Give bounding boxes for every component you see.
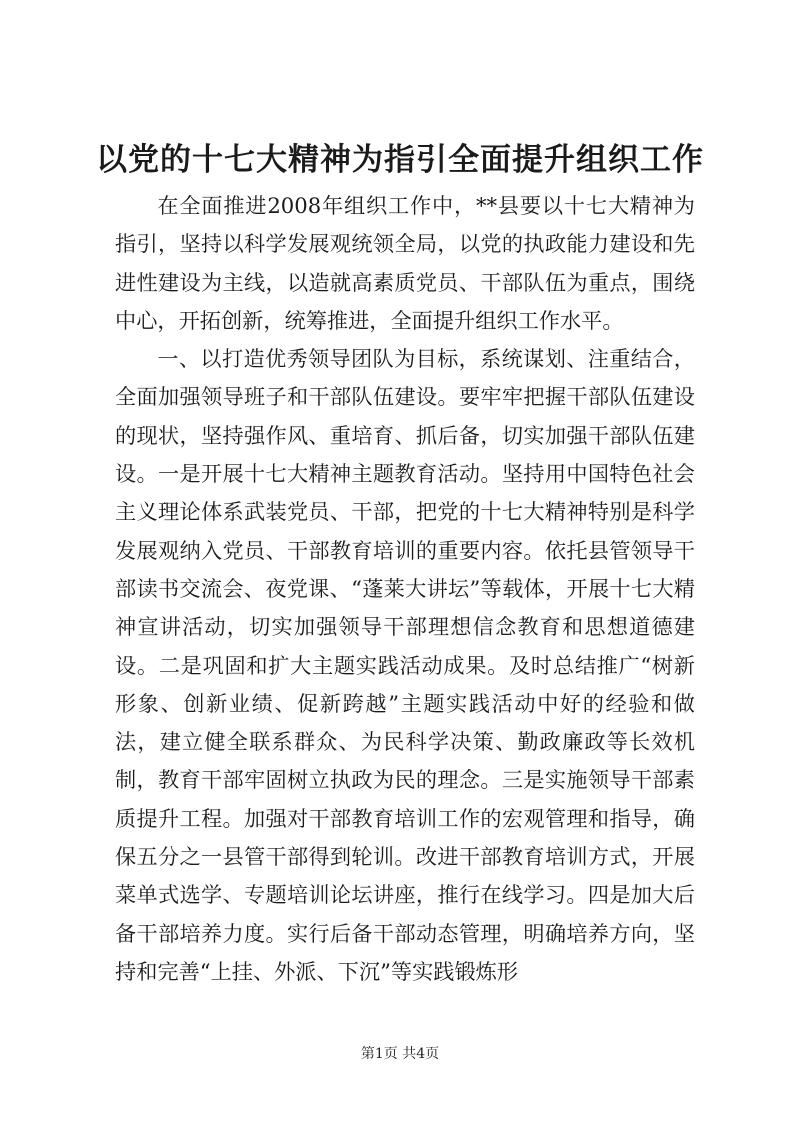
document-body: [115, 187, 695, 991]
paragraph-section-one: 一、以打造优秀领导团队为目标，系统谋划、注重结合，全面加强领导班子和干部队伍建设。要牢牢把握干部队伍建设的现状，坚持强作风、重培育、抓后备，切实加强干部队伍建设。一是开展十七大精神主题教育活动。坚持用中国特色社会主义理论体系武装党员、干部，把党的十七大精神特别是科学发展观纳入党员、干部教育培训的重要内容。依托县管领导干部读书交流会、夜党课、“蓬莱大讲坛”等载体，开展十七大精神宣讲活动，切实加强领导干部理想信念教育和思想道德建设。二是巩固和扩大主题实践活动成果。及时总结推广“树新形象、创新业绩、促新跨越”主题实践活动中好的经验和做法，建立健全联系群众、为民科学决策、勤政廉政等长效机制，教育干部牢固树立执政为民的理念。三是实施领导干部素质提升工程。加强对干部教育培训工作的宏观管理和指导，确保五分之一县管干部得到轮训。改进干部教育培训方式，开展菜单式选学、专题培训论坛讲座，推行在线学习。四是加大后备干部培养力度。实行后备干部动态管理，明确培养方向，坚持和完善“上挂、外派、下沉”等实践锻炼形: [115, 346, 695, 984]
paragraph-intro: 在全面推进2008年组织工作中，**县要以十七大精神为指引，坚持以科学发展观统领全局，以党的执政能力建设和先进性建设为主线，以造就高素质党员、干部队伍为重点，围绕中心，开拓创新，统筹推进，全面提升组织工作水平。: [115, 193, 695, 333]
page-number-footer: 第1页 共4页: [360, 1046, 440, 1062]
document-title: 以党的十七大精神为指引全面提升组织工作: [96, 142, 704, 178]
